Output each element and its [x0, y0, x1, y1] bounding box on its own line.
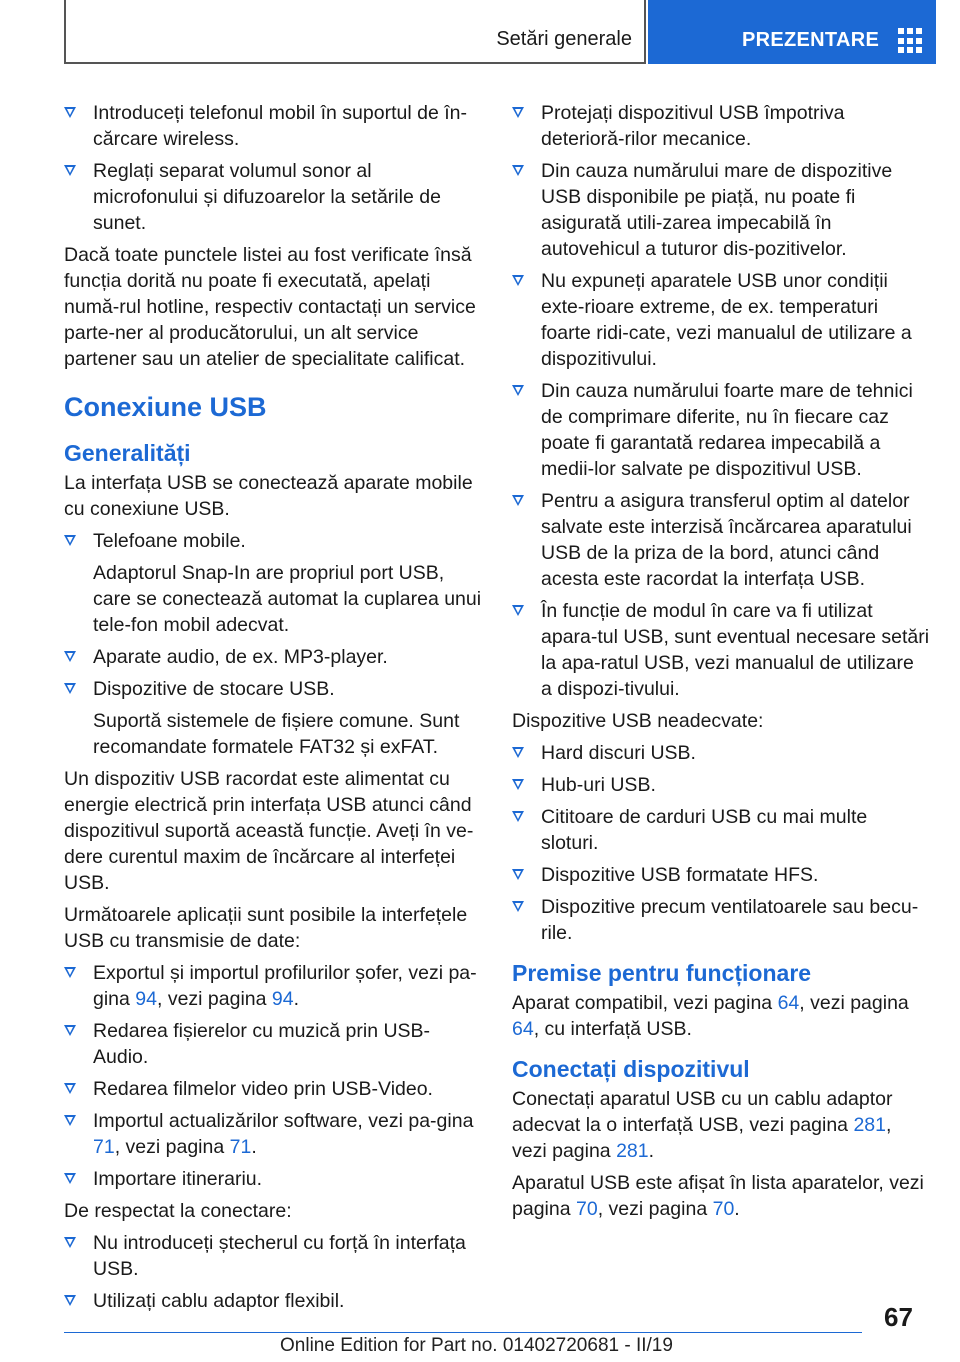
page-link[interactable]: 70 [712, 1198, 735, 1220]
list-item: Telefoane mobile. [64, 528, 482, 554]
list-item: Cititoare de carduri USB cu mai multe sloturi. [512, 804, 930, 856]
bullet-triangle-icon [64, 967, 76, 978]
list-item: Pentru a asigura transferul optim al datelor salvate este interzisă încărcarea aparatului USB de la priza de la bord, atunci când acesta este racordat la interfața USB. [512, 488, 930, 592]
page-link[interactable]: 281 [853, 1114, 886, 1136]
edition-text: Online Edition for Part no. 01402720681 - II/19 [280, 1335, 673, 1356]
page-link[interactable]: 94 [271, 988, 294, 1010]
subsection-heading: Premise pentru funcționare [512, 960, 812, 986]
header-section-tab[interactable] [648, 0, 936, 64]
page-link[interactable]: 64 [777, 992, 800, 1014]
bullet-triangle-icon [64, 107, 76, 118]
page-number: 67 [884, 1302, 913, 1332]
list-item: Dispozitive precum ventilatoarele sau becu-rile. [512, 894, 930, 946]
list-item: Importul actualizărilor software, vezi pa-gina 71, vezi pagina 71. [64, 1108, 482, 1160]
bullet-triangle-icon [64, 683, 76, 694]
list-item: Reglați separat volumul sonor al microfonului și difuzoarelor la setările de sunet. [64, 158, 482, 236]
bullet-triangle-icon [512, 811, 524, 822]
page-link[interactable]: 71 [229, 1136, 252, 1158]
bullet-triangle-icon [512, 275, 524, 286]
list-item: Dispozitive USB formatate HFS. [512, 862, 930, 888]
bullet-triangle-icon [512, 605, 524, 616]
list-item: Redarea fișierelor cu muzică prin USB-Audio. [64, 1018, 482, 1070]
paragraph: Aparat compatibil, vezi pagina 64, vezi pagina 64, cu interfață USB. [512, 992, 909, 1040]
list-item: Redarea filmelor video prin USB-Video. [64, 1076, 482, 1102]
page-link[interactable]: 71 [93, 1136, 115, 1158]
list-item: Aparate audio, de ex. MP3-player. [64, 644, 482, 670]
page-link[interactable]: 94 [135, 988, 157, 1010]
grid-menu-icon[interactable] [898, 28, 924, 54]
bullet-triangle-icon [512, 901, 524, 912]
paragraph: Dispozitive USB neadecvate: [512, 710, 764, 732]
bullet-triangle-icon [512, 165, 524, 176]
page-link[interactable]: 281 [616, 1140, 649, 1162]
section-title: PREZENTARE [742, 29, 880, 51]
page-link[interactable]: 64 [512, 1018, 534, 1040]
bullet-triangle-icon [64, 165, 76, 176]
bullet-triangle-icon [512, 107, 524, 118]
chapter-title: Setări generale [496, 28, 632, 50]
page-link[interactable]: 70 [575, 1198, 598, 1220]
left-column [64, 100, 482, 1320]
list-item: Importare itinerariu. [64, 1166, 482, 1192]
bullet-triangle-icon [64, 1237, 76, 1248]
paragraph: De respectat la conectare: [64, 1200, 292, 1222]
paragraph: La interfața USB se conectează aparate mobile cu conexiune USB. [64, 472, 473, 520]
list-item: Nu introduceți ștecherul cu forță în interfața USB. [64, 1230, 482, 1282]
bullet-triangle-icon [64, 535, 76, 546]
list-item: Nu expuneți aparatele USB unor condiții exte-rioare extreme, de ex. temperaturi foarte ridi-cate, vezi manualul de utilizare a dispozitivului. [512, 268, 930, 372]
bullet-triangle-icon [64, 1173, 76, 1184]
list-item: Dispozitive de stocare USB. [64, 676, 482, 702]
subsection-heading: Generalități [64, 440, 191, 466]
list-item: Protejați dispozitivul USB împotriva deterioră-rilor mecanice. [512, 100, 930, 152]
bullet-triangle-icon [512, 747, 524, 758]
bullet-triangle-icon [64, 1115, 76, 1126]
section-heading: Conexiune USB [64, 392, 267, 422]
list-item: Din cauza numărului foarte mare de tehnici de comprimare diferite, nu în fiecare caz poate fi garantată redarea impecabilă a medii-lor salvate pe dispozitivul USB. [512, 378, 930, 482]
paragraph: Un dispozitiv USB racordat este alimentat cu energie electrică prin interfața USB atunci când dispozitivul suportă această funcție. Aveți în ve-dere curentul maxim de încărcare al interfeței USB. [64, 768, 474, 894]
list-item: Hard discuri USB. [512, 740, 930, 766]
bullet-triangle-icon [512, 869, 524, 880]
footer-divider [64, 1332, 862, 1333]
header-chapter-box [64, 0, 646, 64]
subsection-heading: Conectați dispozitivul [512, 1056, 750, 1082]
bullet-triangle-icon [64, 1295, 76, 1306]
list-item: Hub-uri USB. [512, 772, 930, 798]
bullet-triangle-icon [64, 1083, 76, 1094]
paragraph: Conectați aparatul USB cu un cablu adaptor adecvat la o interfață USB, vezi pagina 281, vezi pagina 281. [512, 1088, 893, 1162]
list-item: Din cauza numărului mare de dispozitive USB disponibile pe piață, nu poate fi asigurată utili-zarea impecabilă în autovehicul a tuturor dis-pozitivelor. [512, 158, 930, 262]
bullet-triangle-icon [512, 495, 524, 506]
paragraph: Aparatul USB este afișat în lista aparatelor, vezi pagina 70, vezi pagina 70. [512, 1172, 924, 1220]
paragraph: Următoarele aplicații sunt posibile la interfețele USB cu transmisie de date: [64, 904, 468, 952]
list-item: În funcție de modul în care va fi utilizat apara-tul USB, sunt eventual necesare setări la apa-ratul USB, vezi manualul de utilizare a dispozi-tivului. [512, 598, 930, 702]
bullet-triangle-icon [64, 651, 76, 662]
bullet-triangle-icon [64, 1025, 76, 1036]
list-item: Exportul și importul profilurilor șofer, vezi pa-gina 94, vezi pagina 94. [64, 960, 482, 1012]
list-item: Utilizați cablu adaptor flexibil. [64, 1288, 482, 1314]
list-item-detail: Adaptorul Snap-In are propriul port USB, care se conectează automat la cuplarea unui tele-fon mobil adecvat. [93, 562, 482, 636]
list-item: Introduceți telefonul mobil în suportul de în-cărcare wireless. [64, 100, 482, 152]
bullet-triangle-icon [512, 779, 524, 790]
right-column [512, 100, 930, 1228]
bullet-triangle-icon [512, 385, 524, 396]
paragraph: Dacă toate punctele listei au fost verificate însă funcția dorită nu poate fi executată, apelați numă-rul hotline, respectiv contactați un service parte-ner al producătorului, un alt service partener sau un atelier de specialitate calificat. [64, 244, 476, 370]
list-item-detail: Suportă sistemele de fișiere comune. Sunt recomandate formatele FAT32 și exFAT. [93, 710, 460, 758]
